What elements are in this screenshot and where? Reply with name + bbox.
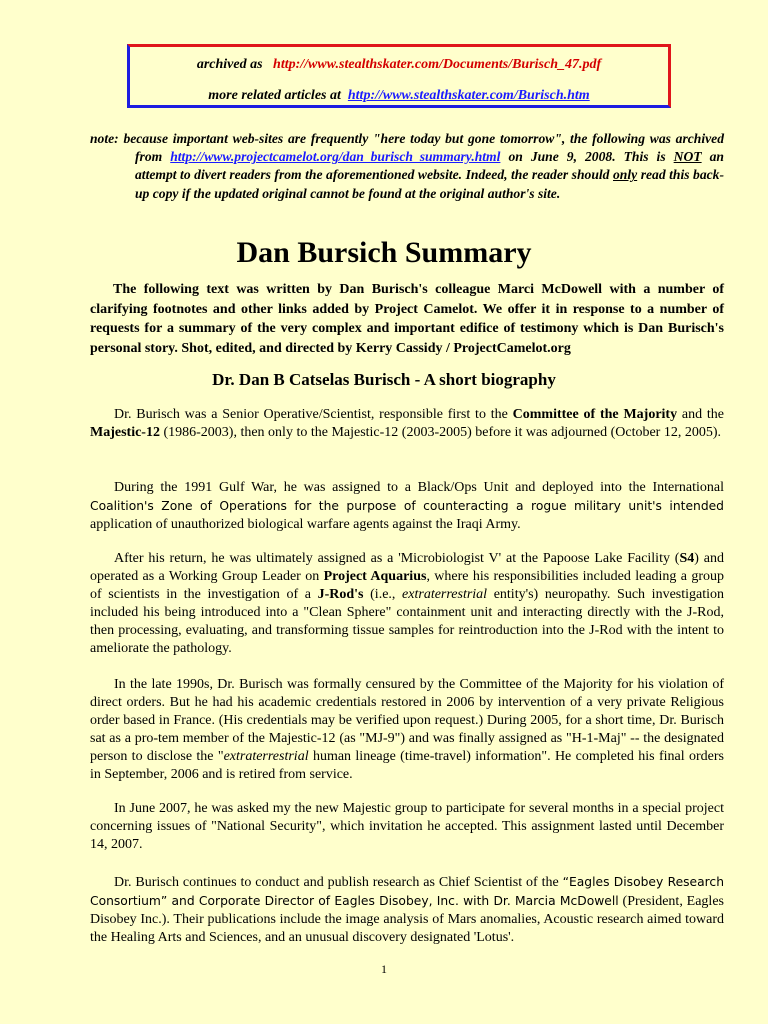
p6-text-b: (President, Eagles Disobey Inc.). Their publications include the image analysis of Mars anomalies, Acoustic research aimed toward the Healing Arts and Sciences, and an unusual discovery designated 'Lotus'. — [90, 894, 724, 945]
page-number: 1 — [381, 962, 387, 976]
paragraph-6 — [90, 873, 724, 947]
p3-text-a: After his return, he was ultimately assigned as a 'Microbiologist V' at the Papoose Lake Facility ( — [114, 551, 680, 566]
p2-text-b: application of unauthorized biological warfare agents against the Iraqi Army. — [90, 517, 521, 532]
archive-note — [90, 130, 724, 203]
source-url-link[interactable]: http://www.projectcamelot.org/dan_burisch_summary.html — [170, 149, 501, 165]
extraterrestrial-term-2: extraterrestrial — [223, 749, 309, 764]
page-title: Dan Bursich Summary — [236, 236, 532, 269]
p3-text-e: entity's) neuropathy. Such investigation included his being introduced into a "Clean Sphere" containment unit and interacting directly with the J-Rod, then processing, evaluating, and transforming tissue samples for reintroduction into the J-Rod with the intent to ameliorate the pathology. — [90, 587, 725, 656]
p2-sans-text: Coalition's Zone of Operations for the purpose of counteracting a rogue military unit's intended — [90, 499, 724, 513]
p3-text-c: , where his responsibilities included leading a group of scientists in the investigation of a — [90, 569, 725, 602]
jrod-term: J-Rod's — [317, 587, 364, 602]
paragraph-5: In June 2007, he was asked my the new Majestic group to participate for several months in a special project concerning issues of "National Security", which invitation he accepted. This assignment lasted until December 14, 2007. — [90, 801, 724, 852]
related-line — [130, 88, 668, 104]
paragraph-1 — [90, 406, 724, 442]
p6-sans-text: “Eagles Disobey Research Consortium” and Corporate Director of Eagles Disobey, Inc. with Dr. Marcia McDowell — [90, 875, 724, 908]
p4-text-a: In the late 1990s, Dr. Burisch was formally censured by the Committee of the Majority for his violation of direct orders. But he had his academic credentials restored in 2006 by intervention of a very private Religious order based in France. (His credentials may be verified upon request.) During 2005, for a short time, Dr. Burisch sat as a pro-tem member of the Majestic-12 (as "MJ-9") and was finally assigned as "H-1-Maj" -- the designated person to disclose the " — [90, 677, 724, 764]
related-prefix: more related articles at — [208, 88, 341, 103]
section-heading: Dr. Dan B Catselas Burisch - A short biography — [212, 370, 556, 389]
note-text-1: note: because important web-sites are frequently "here today but gone tomorrow", the following was archived from — [90, 131, 724, 165]
paragraph-3 — [90, 550, 724, 658]
archive-prefix: archived as — [196, 57, 263, 72]
p4-text-b: human lineage (time-travel) information". He completed his final orders in September, 2006 and is retired from service. — [90, 749, 724, 782]
p6-text-a: Dr. Burisch continues to conduct and publish research as Chief Scientist of the — [114, 875, 563, 890]
committee-term: Committee of the Majority — [512, 407, 678, 422]
related-url-link[interactable]: http://www.stealthskater.com/Burisch.htm — [347, 88, 590, 103]
p1-text-c: and the — [677, 407, 724, 422]
archive-box — [127, 44, 671, 108]
p2-text-a: During the 1991 Gulf War, he was assigned to a Black/Ops Unit and deployed into the International — [114, 480, 724, 495]
note-text-2: on June 9, 2008. This is — [500, 149, 674, 165]
note-text-4: read this back-up copy if the updated original cannot be found at the original author's site. — [135, 167, 725, 201]
note-text-3: an attempt to divert readers from the aforementioned website. Indeed, the reader should — [135, 149, 724, 183]
paragraph-2 — [90, 479, 724, 534]
archive-url-link[interactable]: http://www.stealthskater.com/Documents/Burisch_47.pdf — [273, 57, 602, 72]
intro-paragraph: The following text was written by Dan Burisch's colleague Marci McDowell with a number of clarifying footnotes and other links added by Project Camelot. We offer it in response to a number of requests for a summary of the very complex and important edifice of testimony which is Dan Burisch's personal story. Shot, edited, and directed by Kerry Cassidy / ProjectCamelot.org — [90, 282, 724, 356]
s4-term: S4 — [679, 551, 695, 566]
archive-line — [130, 57, 668, 73]
aquarius-term: Project Aquarius — [323, 569, 427, 584]
extraterrestrial-term: extraterrestrial — [402, 587, 488, 602]
majestic-term: Majestic-12 — [90, 425, 160, 440]
p3-text-b: ) and operated as a Working Group Leader on — [90, 551, 724, 584]
note-not: NOT — [673, 149, 702, 165]
p1-text-a: Dr. Burisch was a Senior Operative/Scientist, responsible first to the — [114, 407, 513, 422]
paragraph-4 — [90, 676, 724, 784]
p1-text-d: (1986-2003), then only to the Majestic-12 (2003-2005) before it was adjourned (October 12, 2005). — [159, 425, 721, 440]
p3-text-d: (i.e., — [363, 587, 403, 602]
note-only: only — [613, 167, 638, 183]
